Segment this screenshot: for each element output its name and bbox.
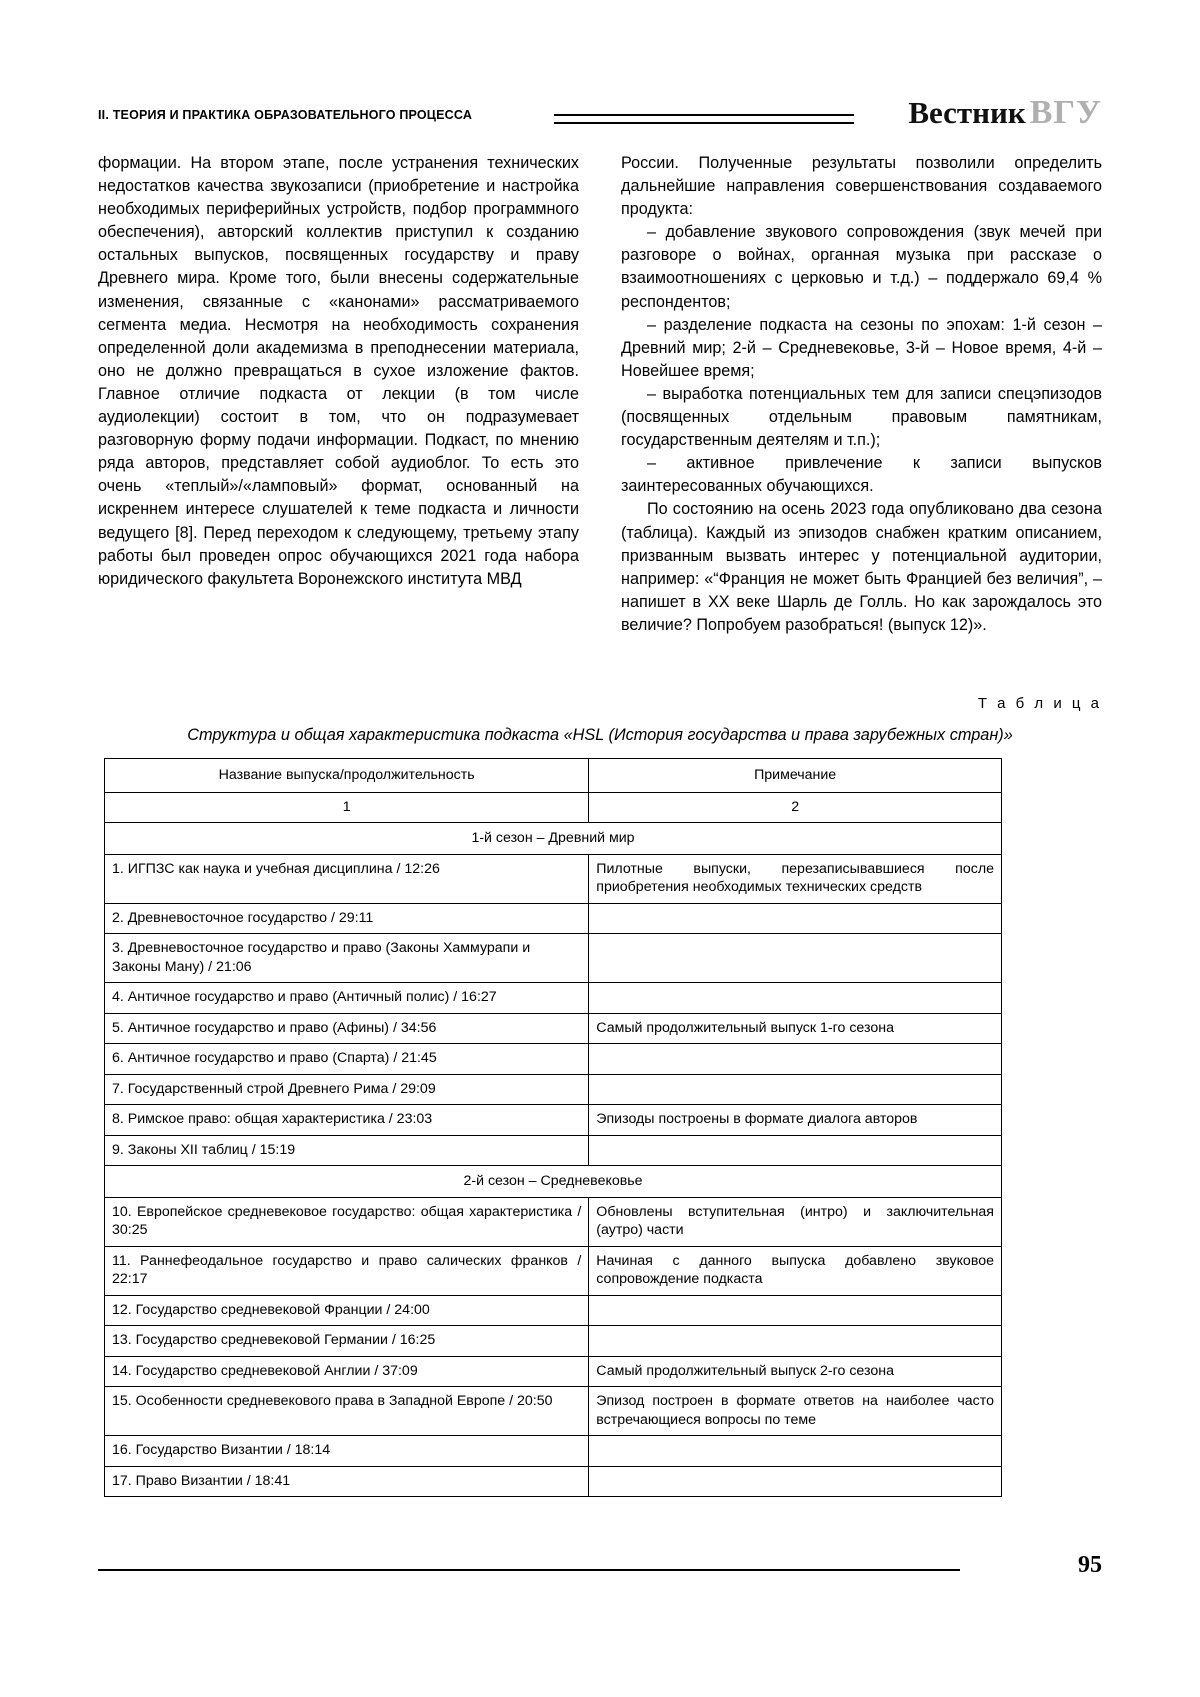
episode-note: Самый продолжительный выпуск 2-го сезона	[589, 1356, 1002, 1387]
episode-title: 3. Древневосточное государство и право (Законы Хаммурапи и Законы Ману) / 21:06	[105, 934, 589, 983]
episode-note: Начиная с данного выпуска добавлено звуковое сопровождение подкаста	[589, 1246, 1002, 1295]
episode-title: 4. Античное государство и право (Античный полис) / 16:27	[105, 983, 589, 1014]
podcast-structure-table	[104, 758, 1002, 1497]
journal-logo	[908, 94, 1102, 132]
table-row	[105, 1326, 1002, 1357]
table-row	[105, 903, 1002, 934]
episode-title: 15. Особенности средневекового права в Западной Европе / 20:50	[105, 1387, 589, 1436]
episode-title: 6. Античное государство и право (Спарта) / 21:45	[105, 1044, 589, 1075]
table-label: Т а б л и ц а	[977, 695, 1102, 712]
page-number: 95	[1078, 1552, 1102, 1578]
table-row	[105, 1436, 1002, 1467]
episode-note	[589, 1135, 1002, 1166]
paragraph: – активное привлечение к записи выпусков заинтересованных обучающихся.	[621, 454, 1102, 496]
episode-note	[589, 934, 1002, 983]
episode-note	[589, 1074, 1002, 1105]
right-column	[621, 152, 1102, 637]
episode-note	[589, 1326, 1002, 1357]
paragraph: – добавление звукового сопровождения (звук мечей при разговоре о войнах, органная музыка при рассказе о взаимоотношениях с церковью и т.д.) – поддержало 69,4 % респондентов;	[621, 223, 1102, 311]
episode-title: 17. Право Византии / 18:41	[105, 1466, 589, 1497]
table-row	[105, 934, 1002, 983]
paragraph: По состоянию на осень 2023 года опубликовано два сезона (таблица). Каждый из эпизодов снабжен кратким описанием, призванным вызвать интерес у потенциальной аудитории, например: «“Франция не может быть Францией без величия”, – напишет в XX веке Шарль де Голль. Но как зарождалось это величие? Попробуем разобраться! (выпуск 12)».	[621, 500, 1102, 634]
section-title: II. ТЕОРИЯ И ПРАКТИКА ОБРАЗОВАТЕЛЬНОГО ПРОЦЕССА	[98, 108, 473, 122]
table-column-number-row	[105, 792, 1002, 823]
table-caption: Структура и общая характеристика подкаста «HSL (История государства и права зарубежных стран)»	[187, 726, 1013, 744]
table-row	[105, 1246, 1002, 1295]
table-row	[105, 1295, 1002, 1326]
column-number-2: 2	[589, 792, 1002, 823]
table-header-row	[105, 759, 1002, 793]
episode-title: 11. Раннефеодальное государство и право салических франков / 22:17	[105, 1246, 589, 1295]
table-row	[105, 983, 1002, 1014]
footer-divider-rule	[98, 1569, 960, 1571]
paragraph: – выработка потенциальных тем для записи спецэпизодов (посвященных отдельным правовым памятникам, государственным деятелям и т.п.);	[621, 384, 1102, 450]
episode-note: Эпизод построен в формате ответов на наиболее часто встречающиеся вопросы по теме	[589, 1387, 1002, 1436]
paragraph: России. Полученные результаты позволили определить дальнейшие направления совершенствования создаваемого продукта:	[621, 154, 1102, 219]
episode-note	[589, 1436, 1002, 1467]
column-number-1: 1	[105, 792, 589, 823]
table-row	[105, 1356, 1002, 1387]
table-row	[105, 1197, 1002, 1246]
episode-title: 1. ИГПЗС как наука и учебная дисциплина / 12:26	[105, 854, 589, 903]
season-header-row	[105, 1166, 1002, 1198]
journal-abbreviation: ВГУ	[1029, 94, 1102, 131]
episode-title: 7. Государственный строй Древнего Рима / 29:09	[105, 1074, 589, 1105]
episode-title: 13. Государство средневековой Германии / 16:25	[105, 1326, 589, 1357]
episode-note	[589, 983, 1002, 1014]
article-body	[98, 152, 1102, 637]
left-column	[98, 152, 579, 637]
episode-note: Обновлены вступительная (интро) и заключительная (аутро) части	[589, 1197, 1002, 1246]
table-row	[105, 1044, 1002, 1075]
episode-note	[589, 1044, 1002, 1075]
table-row	[105, 1466, 1002, 1497]
episode-note	[589, 1466, 1002, 1497]
table-row	[105, 1013, 1002, 1044]
episode-title: 14. Государство средневековой Англии / 37:09	[105, 1356, 589, 1387]
season-1-label: 1-й сезон – Древний мир	[105, 823, 1002, 855]
episode-title: 5. Античное государство и право (Афины) / 34:56	[105, 1013, 589, 1044]
table-row	[105, 1135, 1002, 1166]
episode-title: 16. Государство Византии / 18:14	[105, 1436, 589, 1467]
table-row	[105, 1387, 1002, 1436]
column-header-title: Название выпуска/продолжительность	[105, 759, 589, 793]
episode-note: Самый продолжительный выпуск 1-го сезона	[589, 1013, 1002, 1044]
journal-name: Вестник	[908, 95, 1026, 130]
episode-note	[589, 903, 1002, 934]
episode-title: 9. Законы XII таблиц / 15:19	[105, 1135, 589, 1166]
paragraph: – разделение подкаста на сезоны по эпохам: 1-й сезон – Древний мир; 2-й – Средневековье, 3-й – Новое время, 4-й – Новейшее время;	[621, 315, 1102, 380]
episode-note: Пилотные выпуски, перезаписывавшиеся после приобретения необходимых технических средств	[589, 854, 1002, 903]
page-header	[98, 94, 1102, 140]
header-divider-rule	[554, 114, 854, 124]
episode-title: 2. Древневосточное государство / 29:11	[105, 903, 589, 934]
season-header-row	[105, 823, 1002, 855]
season-2-label: 2-й сезон – Средневековье	[105, 1166, 1002, 1198]
column-header-note: Примечание	[589, 759, 1002, 793]
paragraph: формации. На втором этапе, после устранения технических недостатков качества звукозаписи (приобретение и настройка необходимых периферийных устройств, подбор программного обеспечения), авторский коллектив приступил к созданию остальных выпусков, посвященных государству и праву Древнего мира. Кроме того, были внесены содержательные изменения, связанные с «канонами» рассматриваемого сегмента медиа. Несмотря на необходимость сохранения определенной доли академизма в преподнесении материала, оно не должно превращаться в сухое изложение фактов. Главное отличие подкаста от лекции (в том числе аудиолекции) состоит в том, что он подразумевает разговорную форму подачи информации. Подкаст, по мнению ряда авторов, представляет собой аудиоблог. То есть это очень «теплый»/«ламповый» формат, основанный на искреннем интересе слушателей к теме подкаста и личности ведущего [8]. Перед переходом к следующему, третьему этапу работы был проведен опрос обучающихся 2021 года набора юридического факультета Воронежского института МВД	[98, 154, 579, 588]
episode-title: 10. Европейское средневековое государство: общая характеристика / 30:25	[105, 1197, 589, 1246]
episode-note: Эпизоды построены в формате диалога авторов	[589, 1105, 1002, 1136]
table-row	[105, 1105, 1002, 1136]
table-row	[105, 1074, 1002, 1105]
episode-title: 12. Государство средневековой Франции / 24:00	[105, 1295, 589, 1326]
table-row	[105, 854, 1002, 903]
episode-note	[589, 1295, 1002, 1326]
episode-title: 8. Римское право: общая характеристика / 23:03	[105, 1105, 589, 1136]
